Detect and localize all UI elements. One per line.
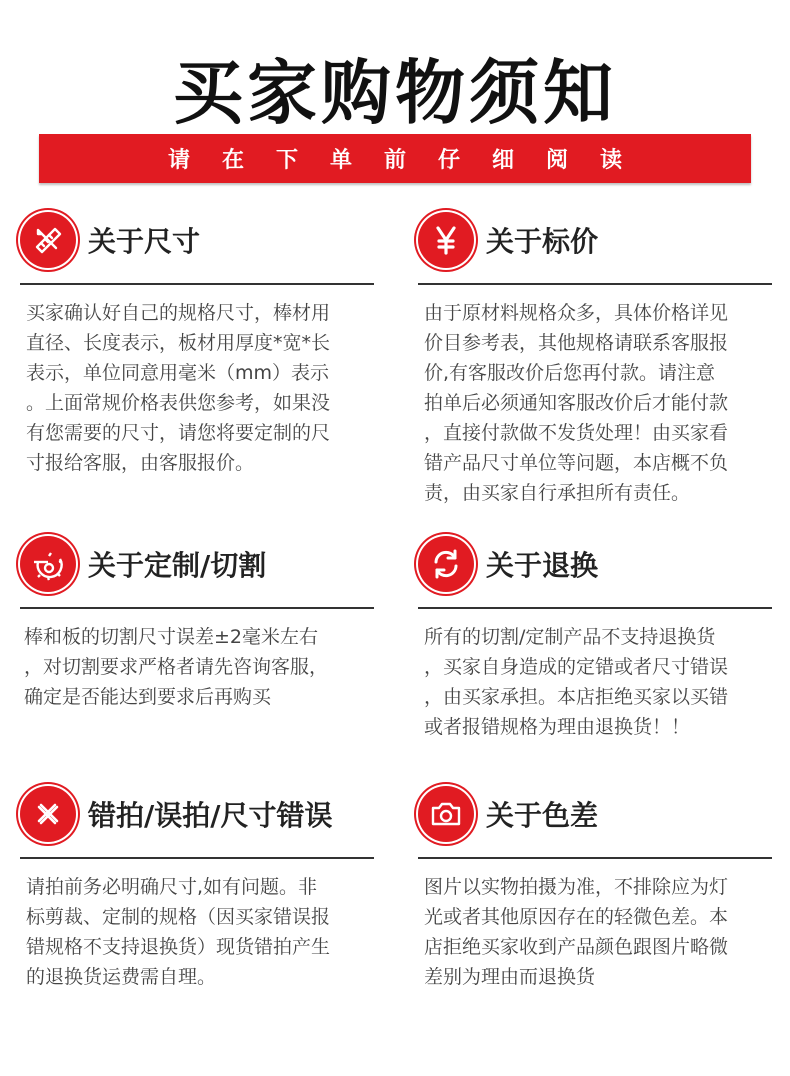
section-title: 错拍/误拍/尺寸错误: [88, 799, 333, 832]
divider: [20, 857, 374, 859]
banner-text: 请在下单前仔细阅读: [167, 148, 654, 173]
section-header: [418, 786, 772, 858]
text-line: ，直接付款做不发货处理！由买家看: [424, 422, 729, 444]
saw-blade-icon: [20, 536, 76, 592]
text-line: 棒和板的切割尺寸误差±2毫米左右: [24, 626, 319, 648]
text-line: ，对切割要求严格者请先咨询客服，: [24, 656, 329, 678]
text-line: 店拒绝买家收到产品颜色跟图片略微: [424, 936, 729, 958]
text-line: 或者报错规格为理由退换货！！: [424, 716, 691, 738]
text-line: 差别为理由而退换货: [424, 966, 596, 988]
text-line: 由于原材料规格众多，具体价格详见: [424, 302, 729, 324]
notice-banner: [39, 134, 751, 183]
text-line: 请拍前务必明确尺寸,如有问题。非: [26, 876, 318, 898]
text-line: 价,有客服改价后您再付款。请注意: [424, 362, 716, 384]
text-line: ，由买家承担。本店拒绝买家以买错: [424, 686, 729, 708]
divider: [418, 607, 772, 609]
section-title: 关于标价: [486, 225, 599, 258]
text-line: 确定是否能达到要求后再购买: [24, 686, 272, 708]
section-header: [20, 786, 374, 858]
text-line: 责，由买家自行承担所有责任。: [424, 482, 691, 504]
yen-icon: [418, 212, 474, 268]
divider: [418, 283, 772, 285]
section-text: [20, 298, 374, 478]
text-line: 买家确认好自己的规格尺寸，棒材用: [26, 302, 331, 324]
section-title: 关于退换: [486, 549, 599, 582]
section-header: [20, 212, 374, 284]
section-custom-cutting: [20, 536, 374, 712]
section-text: [20, 872, 374, 992]
camera-icon: [418, 786, 474, 842]
text-line: 拍单后必须通知客服改价后才能付款: [424, 392, 729, 414]
section-text: [418, 298, 772, 508]
section-price: [418, 212, 772, 508]
section-header: [418, 536, 772, 608]
section-color-difference: [418, 786, 772, 992]
text-line: 光或者其他原因存在的轻微色差。本: [424, 906, 729, 928]
text-line: ，买家自身造成的定错或者尺寸错误: [424, 656, 729, 678]
section-text: [20, 622, 374, 712]
text-line: 错规格不支持退换货）现货错拍产生: [26, 936, 331, 958]
page-title: 买家购物须知: [173, 52, 617, 134]
section-title: 关于色差: [486, 799, 599, 832]
refresh-icon: [418, 536, 474, 592]
text-line: 有您需要的尺寸，请您将要定制的尺: [26, 422, 331, 444]
section-size: [20, 212, 374, 478]
text-line: 价目参考表，其他规格请联系客服报: [424, 332, 729, 354]
section-returns: [418, 536, 772, 742]
section-text: [418, 622, 772, 742]
text-line: 的退换货运费需自理。: [26, 966, 217, 988]
text-line: 图片以实物拍摄为准，不排除应为灯: [424, 876, 729, 898]
section-wrong-order: [20, 786, 374, 992]
ruler-pencil-icon: [20, 212, 76, 268]
divider: [20, 283, 374, 285]
text-line: 错产品尺寸单位等问题，本店概不负: [424, 452, 729, 474]
x-mark-icon: [20, 786, 76, 842]
section-title: 关于尺寸: [88, 225, 201, 258]
text-line: 所有的切割/定制产品不支持退换货: [424, 626, 716, 648]
text-line: 表示，单位同意用毫米（mm）表示: [26, 362, 330, 384]
divider: [418, 857, 772, 859]
text-line: 标剪裁、定制的规格（因买家错误报: [26, 906, 331, 928]
section-title: 关于定制/切割: [88, 549, 267, 582]
text-line: 。上面常规价格表供您参考，如果没: [26, 392, 331, 414]
text-line: 寸报给客服，由客服报价。: [26, 452, 255, 474]
section-header: [418, 212, 772, 284]
divider: [20, 607, 374, 609]
text-line: 直径、长度表示，板材用厚度*宽*长: [26, 332, 331, 354]
section-header: [20, 536, 374, 608]
section-text: [418, 872, 772, 992]
